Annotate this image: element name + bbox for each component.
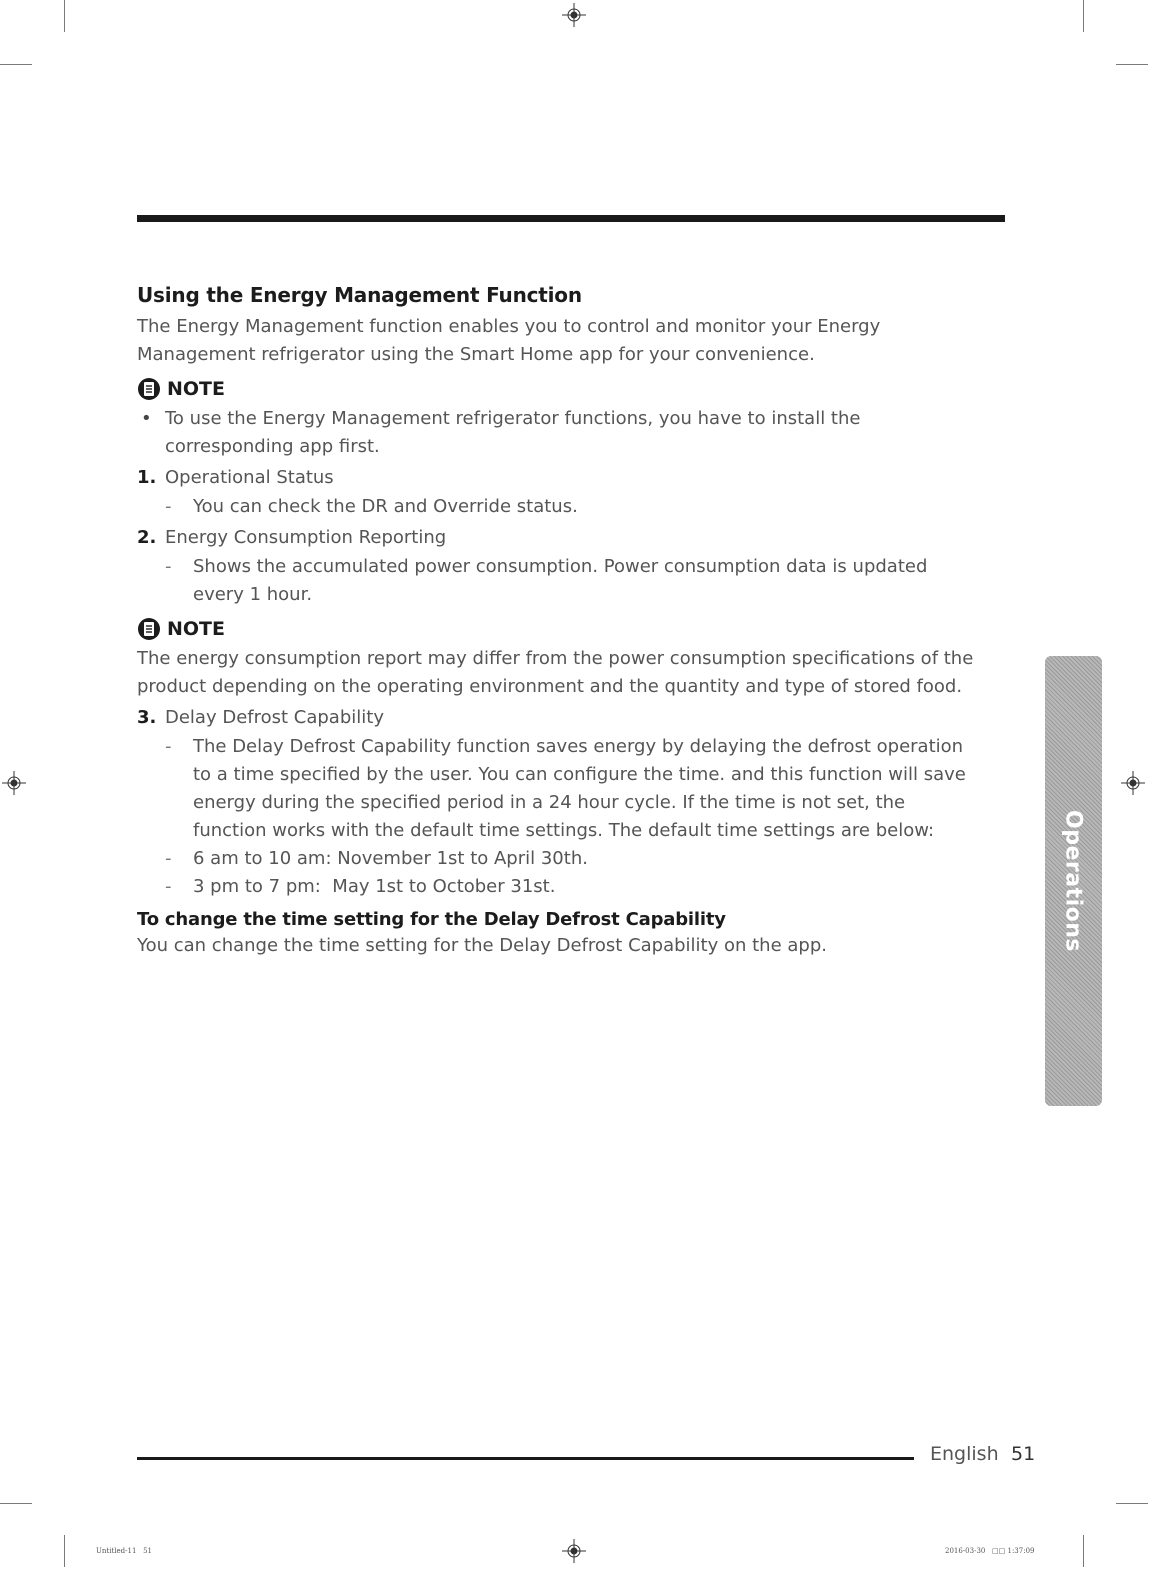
step-number: 1. (137, 467, 157, 488)
step-detail-text: Shows the accumulated power consumption. Power consumption data is updated every 1 hour. (193, 556, 928, 605)
step-detail (165, 845, 1017, 873)
step-detail-text: The Delay Defrost Capability function saves energy by delaying the defrost operation to a time specified by the user. You can configure the time. and this function will save energy during the specified period in a 24 hour cycle. If the time is not set, the function works with the default time settings. The default time settings are below: (193, 736, 966, 841)
footer-language: English (930, 1443, 999, 1465)
note-label: NOTE (167, 618, 225, 640)
step-title: Operational Status (165, 467, 334, 488)
page-content (137, 283, 1017, 960)
step-detail-text: You can check the DR and Override status. (193, 496, 578, 517)
note-bullet-text: To use the Energy Management refrigerator functions, you have to install the corresponding app first. (165, 408, 861, 457)
subheading: To change the time setting for the Delay Defrost Capability (137, 909, 726, 930)
step-detail (165, 733, 1017, 845)
registration-mark-icon (562, 3, 586, 27)
step-detail-text: 6 am to 10 am: November 1st to April 30th. (193, 848, 588, 869)
crop-mark (64, 0, 65, 32)
bullet-dot: • (141, 408, 152, 429)
step-detail (165, 493, 1017, 521)
intro-paragraph: The Energy Management function enables you to control and monitor your Energy Management refrigerator using the Smart Home app for your convenience. (137, 316, 881, 365)
step-detail (165, 553, 1017, 609)
dash-marker: - (165, 848, 172, 869)
note-heading (137, 377, 1017, 401)
crop-mark (1116, 64, 1148, 65)
dash-marker: - (165, 496, 172, 517)
registration-mark-icon (1121, 771, 1145, 795)
step-item (137, 523, 1017, 553)
section-title: Using the Energy Management Function (137, 283, 582, 307)
subheading-paragraph: You can change the time setting for the Delay Defrost Capability on the app. (137, 935, 827, 956)
note-heading (137, 617, 1017, 641)
crop-mark (0, 1503, 32, 1504)
note-bullet (137, 405, 1017, 461)
crop-mark (1083, 0, 1084, 32)
step-number: 2. (137, 527, 157, 548)
step-detail (165, 873, 1017, 901)
crop-mark (0, 64, 32, 65)
crop-mark (64, 1535, 65, 1567)
dash-marker: - (165, 736, 172, 757)
step-item (137, 463, 1017, 493)
print-slug-right: 2016-03-30 □□ 1:37:09 (945, 1547, 1035, 1555)
step-number: 3. (137, 707, 157, 728)
bottom-rule (137, 1457, 914, 1460)
crop-mark (1083, 1535, 1084, 1567)
step-title: Energy Consumption Reporting (165, 527, 447, 548)
side-tab-label: Operations (1060, 810, 1086, 952)
step-detail-text: 3 pm to 7 pm: May 1st to October 31st. (193, 876, 556, 897)
top-rule (137, 215, 1005, 222)
note-paragraph: The energy consumption report may differ from the power consumption specifications of the product depending on the operating environment and the quantity and type of stored food. (137, 648, 974, 697)
note-icon (137, 617, 161, 641)
registration-mark-icon (562, 1539, 586, 1563)
step-item (137, 703, 1017, 733)
note-label: NOTE (167, 378, 225, 400)
dash-marker: - (165, 556, 172, 577)
crop-mark (1116, 1503, 1148, 1504)
step-title: Delay Defrost Capability (165, 707, 384, 728)
print-slug-left: Untitled-11 51 (96, 1547, 152, 1555)
note-icon (137, 377, 161, 401)
registration-mark-icon (2, 771, 26, 795)
dash-marker: - (165, 876, 172, 897)
page-number: 51 (1011, 1443, 1036, 1465)
